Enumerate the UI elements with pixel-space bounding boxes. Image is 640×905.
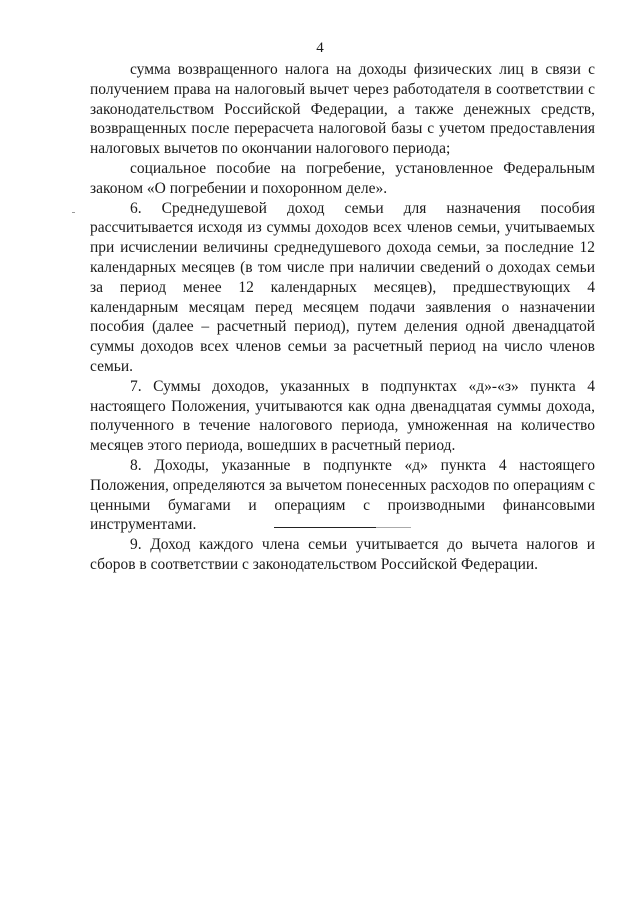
- paragraph-tax-refund: сумма возвращенного налога на доходы физических лиц в связи с получением права на налоговый вычет через работодателя в соответствии с законодательством Российской Федерации, а также денежных средств, возвращенных после перерасчета налоговой базы с учетом предоставления налоговых вычетов по окончании налогового периода;: [90, 61, 595, 158]
- paragraph-6-average-income: 6. Среднедушевой доход семьи для назначения пособия рассчитывается исходя из суммы доходов всех членов семьи, учитываемых при исчислении величины среднедушевого дохода семьи, за последние 12 календарных месяцев (в том числе при наличии сведений о доходах семьи за период менее 12 календарных месяцев), предшествующих 4 календарным месяцам перед месяцем подачи заявления о назначении пособия (далее – расчетный период), путем деления одной двенадцатой суммы доходов всех членов семьи за расчетный период на число членов семьи.: [90, 199, 595, 375]
- end-rule-tail: [376, 527, 411, 528]
- paragraph-8-securities-income: 8. Доходы, указанные в подпункте «д» пункта 4 настоящего Положения, определяются за вычетом понесенных расходов по операциям с ценными бумагами и операциям с производными финансовыми инструментами.: [90, 456, 595, 534]
- margin-mark: [72, 212, 75, 213]
- document-body: [90, 60, 595, 575]
- page-number: 4: [316, 40, 324, 56]
- paragraph-7-income-sums: 7. Суммы доходов, указанных в подпунктах «д»-«з» пункта 4 настоящего Положения, учитываются как одна двенадцатая суммы дохода, полученного в течение налогового периода, умноженная на количество месяцев этого периода, вошедших в расчетный период.: [90, 377, 595, 455]
- paragraph-burial-allowance: социальное пособие на погребение, установленное Федеральным законом «О погребении и похоронном деле».: [90, 159, 595, 197]
- paragraph-9-pre-tax-income: 9. Доход каждого члена семьи учитывается до вычета налогов и сборов в соответствии с законодательством Российской Федерации.: [90, 536, 595, 573]
